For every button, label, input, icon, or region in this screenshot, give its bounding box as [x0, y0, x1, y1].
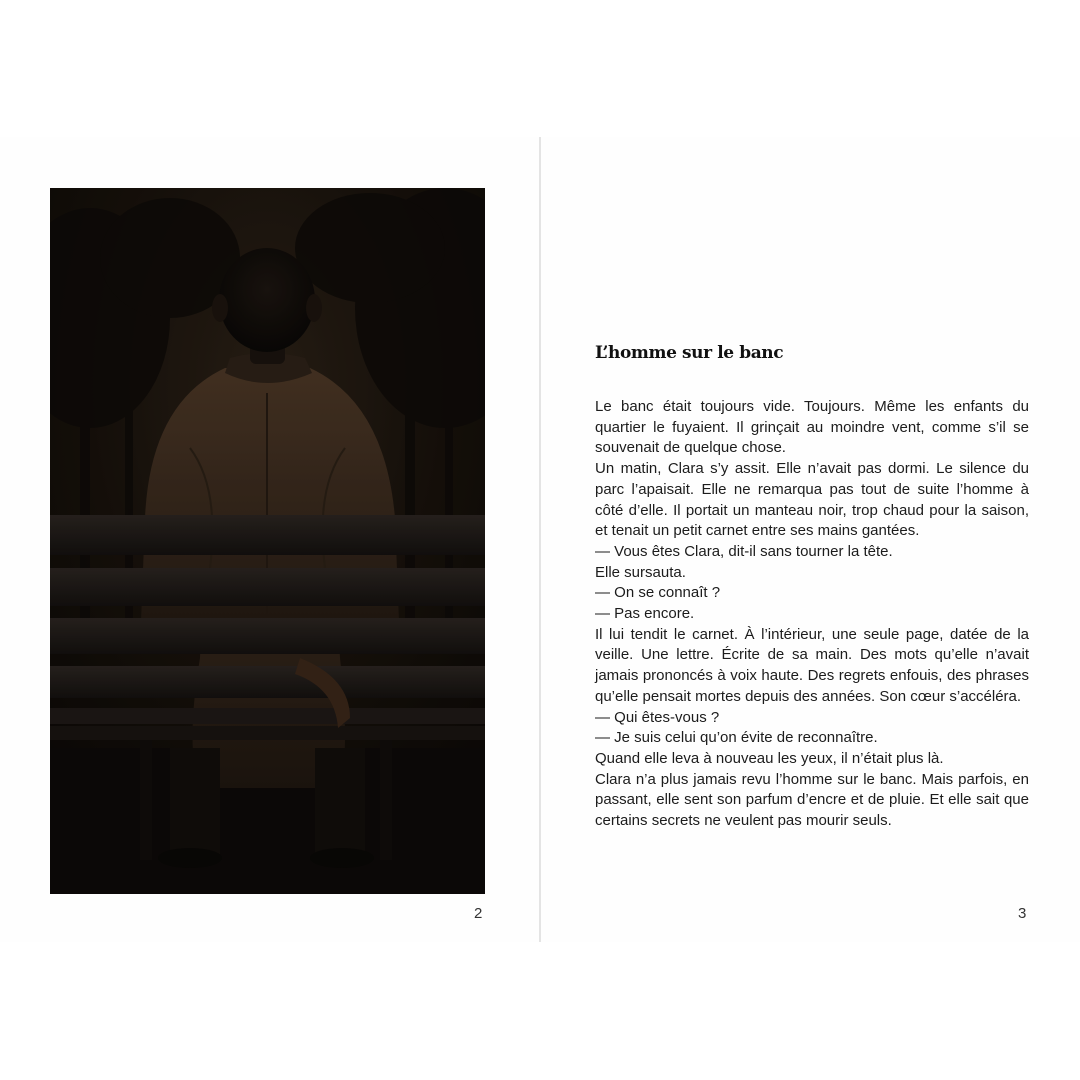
story-paragraph: Un matin, Clara s’y assit. Elle n’avait pas dormi. Le silence du parc l’apaisait. Elle ne remarqua pas tout de suite l’homme à côté d’elle. Il portait un manteau noir, trop chaud pour la saison, et tenait un petit carnet entre ses mains gantées.: [595, 460, 1029, 540]
dialogue-line: — Vous êtes Clara, dit-il sans tourner la tête.: [595, 542, 893, 560]
story-paragraph: Il lui tendit le carnet. À l’intérieur, une seule page, datée de la veille. Une lettre. Écrite de sa main. Des mots qu’elle n’avait jamais prononcés à voix haute. Des regrets enfouis, des phrases qu’elle pensait mortes depuis des années. Son cœur s’accéléra.: [595, 625, 1029, 705]
dialogue-line: — On se connaît ?: [595, 584, 721, 602]
story-paragraph: Quand elle leva à nouveau les yeux, il n’était plus là.: [595, 749, 944, 767]
right-page: [541, 137, 1080, 942]
left-page: [0, 137, 540, 942]
page-number-left: 2: [474, 905, 483, 922]
chapter-title: L’homme sur le banc: [595, 343, 784, 363]
bench-man-illustration: [50, 188, 485, 894]
dialogue-line: — Pas encore.: [595, 605, 695, 623]
story-paragraph: Clara n’a plus jamais revu l’homme sur le banc. Mais parfois, en passant, elle sent son parfum d’encre et de pluie. Et elle sait que certains secrets ne veulent pas mourir seuls.: [595, 770, 1029, 830]
page-number-right: 3: [1018, 905, 1027, 922]
story-paragraph: Le banc était toujours vide. Toujours. Même les enfants du quartier le fuyaient. Il grinçait au moindre vent, comme s’il se souvenait de quelque chose.: [595, 398, 1029, 457]
dialogue-line: — Qui êtes-vous ?: [595, 708, 720, 726]
story-text: [595, 397, 1029, 832]
story-paragraph: Elle sursauta.: [595, 563, 686, 581]
dialogue-line: — Je suis celui qu’on évite de reconnaître.: [595, 729, 878, 747]
